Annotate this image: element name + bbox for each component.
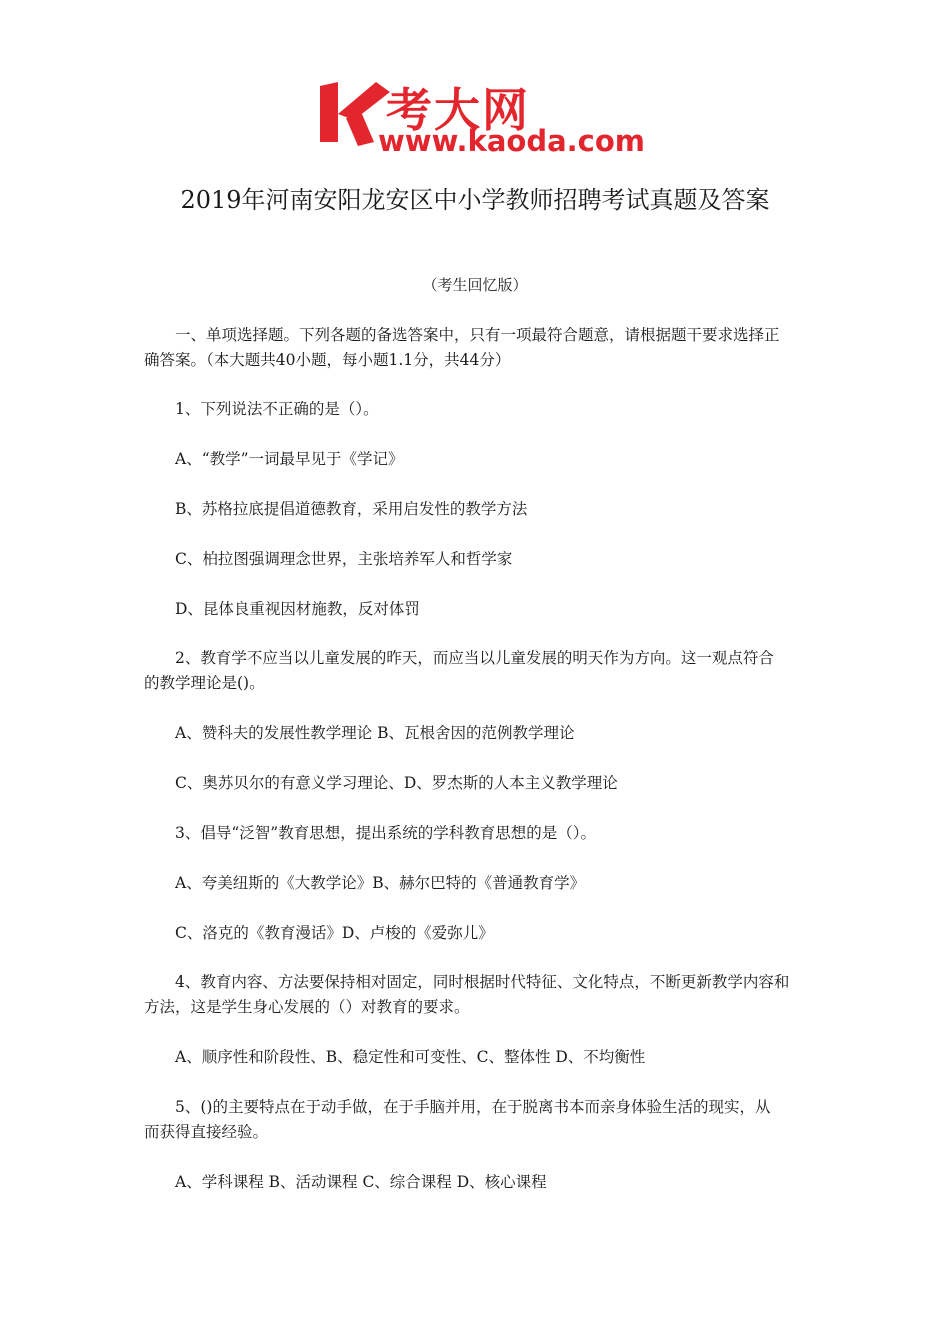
question-2-options-ab: A、赞科夫的发展性教学理论 B、瓦根舍因的范例教学理论	[175, 724, 575, 742]
question-1-option-d: D、昆体良重视因材施教，反对体罚	[175, 600, 420, 618]
question-5-stem	[144, 1095, 812, 1145]
intro-line-1: 一、单项选择题。下列各题的备选答案中，只有一项最符合题意，请根据题干要求选择正	[175, 326, 780, 344]
question-4-options: A、顺序性和阶段性、B、稳定性和可变性、C、整体性 D、不均衡性	[175, 1048, 646, 1066]
logo-chinese-text: 考大网	[386, 83, 530, 137]
intro-line-2: 确答案。（本大题共40小题，每小题1.1分，共44分）	[144, 351, 511, 369]
question-4-stem-line-2: 方法，这是学生身心发展的（）对教育的要求。	[144, 998, 470, 1016]
question-3-options-cd: C、洛克的《教育漫话》D、卢梭的《爱弥儿》	[175, 924, 494, 942]
document-subtitle: （考生回忆版）	[422, 276, 528, 294]
question-5-stem-line-2: 而获得直接经验。	[144, 1123, 269, 1141]
question-5-stem-line-1: 5、()的主要特点在于动手做，在于手脑并用，在于脱离书本而亲身体验生活的现实，从	[175, 1098, 771, 1116]
question-1-option-a: A、“教学”一词最早见于《学记》	[175, 450, 404, 468]
question-2-stem	[144, 646, 812, 696]
section-intro	[144, 323, 812, 373]
question-1-stem: 1、下列说法不正确的是（）。	[175, 400, 379, 418]
question-2-options-cd: C、奥苏贝尔的有意义学习理论、D、罗杰斯的人本主义教学理论	[175, 774, 618, 792]
question-5-options: A、学科课程 B、活动课程 C、综合课程 D、核心课程	[175, 1173, 547, 1191]
question-3-stem: 3、倡导“泛智”教育思想，提出系统的学科教育思想的是（）。	[175, 824, 596, 842]
question-4-stem-line-1: 4、教育内容、方法要保持相对固定，同时根据时代特征、文化特点，不断更新教学内容和	[175, 973, 790, 991]
question-1-option-b: B、苏格拉底提倡道德教育，采用启发性的教学方法	[175, 500, 528, 518]
question-2-stem-line-1: 2、教育学不应当以儿童发展的昨天，而应当以儿童发展的明天作为方向。这一观点符合	[175, 649, 774, 667]
kaoda-logo	[318, 80, 645, 160]
question-4-stem	[144, 970, 812, 1020]
document-title: 2019年河南安阳龙安区中小学教师招聘考试真题及答案	[180, 186, 770, 214]
question-2-stem-line-2: 的教学理论是()。	[144, 674, 265, 692]
question-3-options-ab: A、夸美纽斯的《大教学论》B、赫尔巴特的《普通教育学》	[175, 874, 586, 892]
question-1-option-c: C、柏拉图强调理念世界，主张培养军人和哲学家	[175, 550, 513, 568]
logo-url-text: www.kaoda.com	[378, 124, 645, 158]
